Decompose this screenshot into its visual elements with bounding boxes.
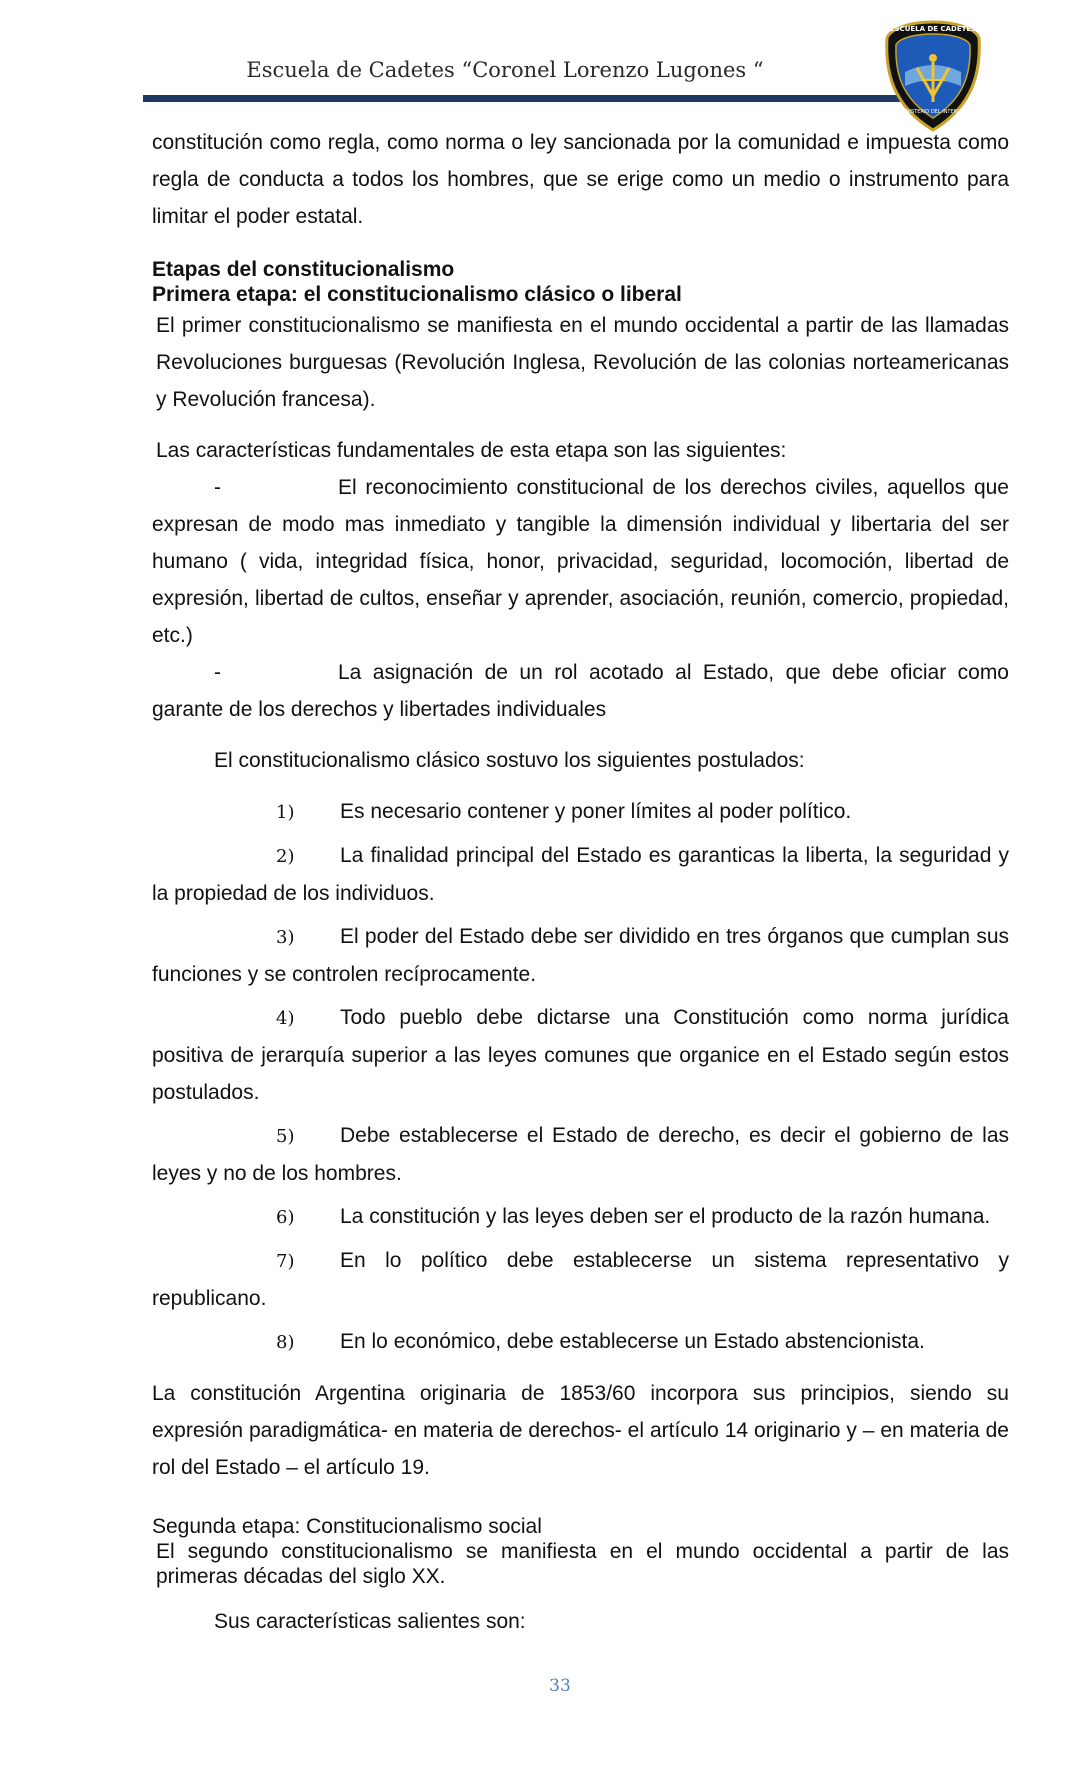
paragraph-caracteristicas-salientes: Sus características salientes son: xyxy=(214,1610,526,1633)
intro-paragraph: constitución como regla, como norma o ley sancionada por la comunidad e impuesta como regla de conducta a todos los hombres, que se erige como un medio o instrumento para limitar el poder estatal. xyxy=(152,131,1009,228)
bullet-text: La asignación de un rol acotado al Estado, que debe oficiar como garante de los derechos y libertades individuales xyxy=(152,661,1009,721)
section-heading-primera-etapa: Primera etapa: el constitucionalismo clásico o liberal xyxy=(152,283,682,306)
paragraph-caracteristicas: Las características fundamentales de esta etapa son las siguientes: xyxy=(156,439,787,462)
page-number: 33 xyxy=(549,1676,571,1696)
list-item-postulado xyxy=(152,918,1009,993)
postulado-text: El poder del Estado debe ser dividido en tres órganos que cumplan sus funciones y se controlen recíprocamente. xyxy=(152,925,1009,986)
postulado-number: 1) xyxy=(276,802,295,823)
postulado-number: 6) xyxy=(276,1207,295,1228)
logo-subtext: MINISTERIO DEL INTERIOR xyxy=(899,109,967,115)
header-title: Escuela de Cadetes “Coronel Lorenzo Lugones “ xyxy=(246,58,764,82)
list-item-postulado xyxy=(152,793,1009,831)
postulado-text: Debe establecerse el Estado de derecho, es decir el gobierno de las leyes y no de los hombres. xyxy=(152,1124,1009,1185)
postulado-number: 5) xyxy=(276,1126,295,1147)
school-crest-logo xyxy=(883,20,983,132)
bullet-text: El reconocimiento constitucional de los derechos civiles, aquellos que expresan de modo mas inmediato y tangible la dimensión individual y libertaria del ser humano ( vida, integridad física, honor, privacidad, seguridad, locomoción, libertad de expresión, libertad de cultos, enseñar y aprender, asociación, reunión, comercio, propiedad, etc.) xyxy=(152,476,1009,647)
header-rule xyxy=(143,95,905,102)
list-item-bullet xyxy=(152,654,1009,728)
list-item-postulado xyxy=(152,1198,1009,1236)
section-heading-etapas: Etapas del constitucionalismo xyxy=(152,258,455,281)
paragraph-postulados-intro: El constitucionalismo clásico sostuvo los siguientes postulados: xyxy=(214,749,805,772)
bullet-dash: - xyxy=(214,661,221,684)
postulado-text: En lo económico, debe establecerse un Estado abstencionista. xyxy=(340,1330,925,1353)
postulado-number: 7) xyxy=(276,1251,295,1272)
paragraph-primer-constitucionalismo: El primer constitucionalismo se manifiesta en el mundo occidental a partir de las llamadas Revoluciones burguesas (Revolución Inglesa, Revolución de las colonias norteamericanas y Revolución francesa). xyxy=(156,314,1009,411)
bullet-dash: - xyxy=(214,476,221,499)
postulado-number: 4) xyxy=(276,1008,295,1029)
paragraph-segundo-constitucionalismo: El segundo constitucionalismo se manifiesta en el mundo occidental a partir de las primeras décadas del siglo XX. xyxy=(156,1540,1009,1588)
postulado-text: La finalidad principal del Estado es garanticas la liberta, la seguridad y la propiedad de los individuos. xyxy=(152,844,1009,905)
section-heading-segunda-etapa: Segunda etapa: Constitucionalismo social xyxy=(152,1515,542,1538)
paragraph-constitucion-argentina: La constitución Argentina originaria de 1853/60 incorpora sus principios, siendo su expresión paradigmática- en materia de derechos- el artículo 14 originario y – en materia de rol del Estado – el artículo 19. xyxy=(152,1382,1009,1479)
postulado-text: La constitución y las leyes deben ser el producto de la razón humana. xyxy=(340,1205,991,1228)
postulado-number: 8) xyxy=(276,1332,295,1353)
logo-text: ESCUELA DE CADETES xyxy=(889,25,977,33)
postulado-number: 2) xyxy=(276,846,295,867)
list-item-postulado xyxy=(152,999,1009,1111)
list-item-postulado xyxy=(152,837,1009,912)
page-content xyxy=(152,124,1009,1640)
postulado-text: Es necesario contener y poner límites al poder político. xyxy=(340,800,852,823)
postulado-text: Todo pueblo debe dictarse una Constitución como norma jurídica positiva de jerarquía superior a las leyes comunes que organice en el Estado según estos postulados. xyxy=(152,1006,1009,1104)
list-item-bullet xyxy=(152,469,1009,654)
list-item-postulado xyxy=(152,1242,1009,1317)
postulado-text: En lo político debe establecerse un sistema representativo y republicano. xyxy=(152,1249,1009,1310)
list-item-postulado xyxy=(152,1117,1009,1192)
list-item-postulado xyxy=(152,1323,1009,1361)
postulado-number: 3) xyxy=(276,927,295,948)
